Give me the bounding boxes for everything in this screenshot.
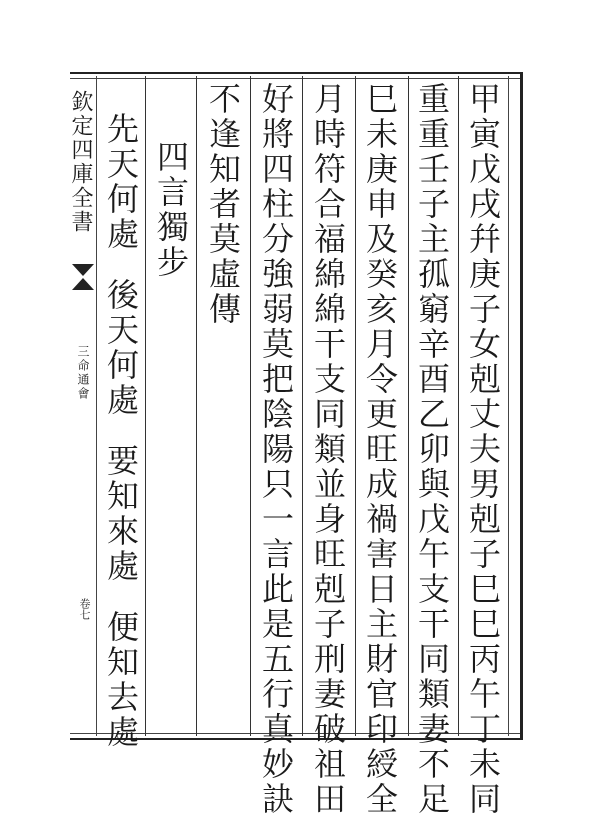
margin-book-title: 欽定四庫全書 [68, 90, 93, 234]
text-segment: 巳未庚申及癸亥月令更旺成禍害日主財官印綬全 [361, 82, 399, 817]
text-segment: 甲寅戊戌幷庚子女剋丈夫男剋子巳巳丙午丁未同 [464, 82, 502, 817]
text-segment: 重重壬子主孤窮辛酉乙卯與戊午支干同類妻不足 [413, 82, 451, 817]
text-segment: 好將四柱分強弱莫把陰陽只一言此是五行真妙訣 [257, 82, 295, 817]
margin-section-name: 三命通會 [76, 345, 90, 401]
column-rule [458, 76, 459, 736]
column-rule [196, 76, 197, 736]
margin-divider [96, 76, 97, 736]
text-segment: 月時符合福綿綿干支同類並身旺剋子刑妻破祖田 [309, 82, 347, 817]
text-column-3 [362, 82, 398, 817]
text-segment: 要知來處 [102, 444, 140, 584]
column-rule [408, 76, 409, 736]
text-column-6 [205, 82, 241, 327]
text-column-4 [310, 82, 346, 817]
column-rule [145, 76, 146, 736]
text-segment: 四言獨步 [152, 140, 190, 280]
margin-page-number: 卷七 [78, 598, 91, 620]
text-segment: 不逢知者莫虛傳 [204, 82, 242, 327]
text-column-2 [414, 82, 450, 817]
text-segment: 後天何處 [102, 278, 140, 418]
text-column-1 [465, 82, 501, 817]
column-rule [302, 76, 303, 736]
text-column-8 [103, 112, 139, 750]
column-rule [250, 76, 251, 736]
fishtail-mark-icon [70, 262, 96, 292]
text-segment: 便知去處 [102, 610, 140, 750]
section-heading [153, 140, 189, 280]
text-column-5 [258, 82, 294, 817]
text-segment: 先天何處 [102, 112, 140, 252]
column-rule [355, 76, 356, 736]
border-inner-line [508, 76, 509, 736]
